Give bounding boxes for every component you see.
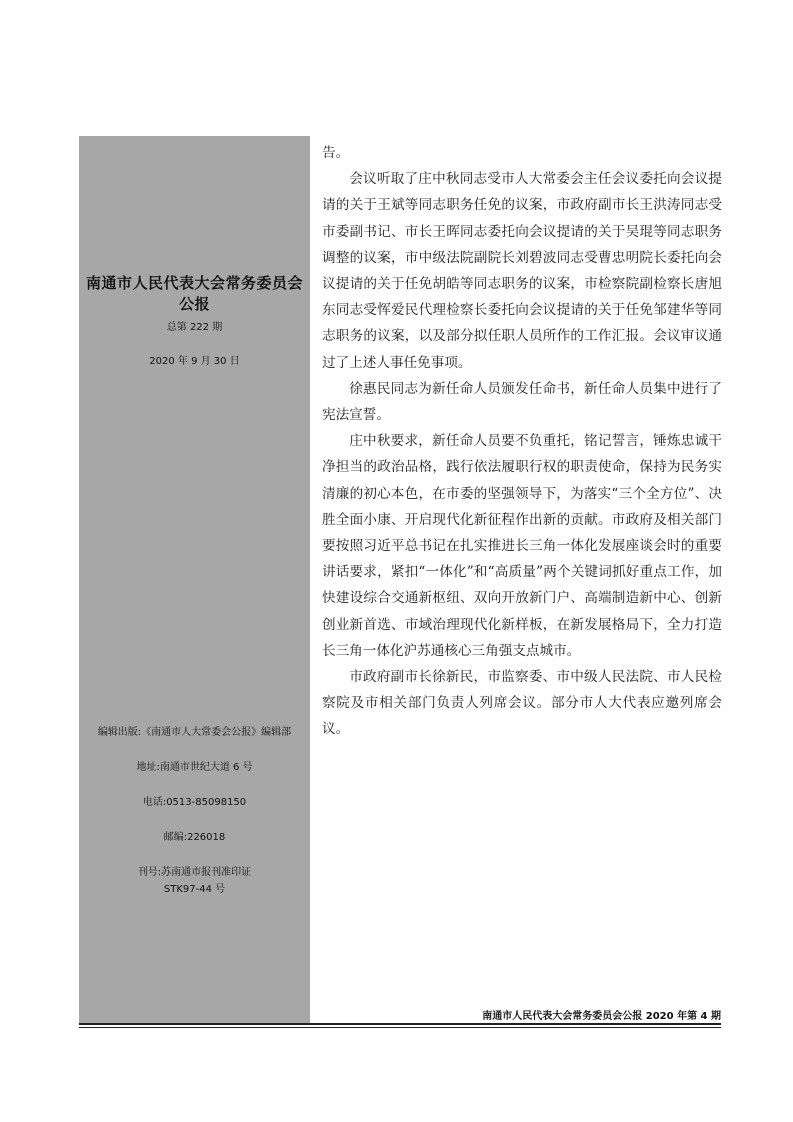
footer-rule-thin: [79, 1027, 721, 1028]
paragraph: 会议听取了庄中秋同志受市人大常委会主任会议委托向会议提请的关于王斌等同志职务任免的议案，市政府副市长王洪涛同志受市委副书记、市长王晖同志委托向会议提请的关于吴琨等同志职务调整的议案，市中级法院副院长刘碧波同志受曹忠明院长委托向会议提请的关于任免胡皓等同志职务的议案，市检察院副检察长唐旭东同志受恽爱民代理检察长委托向会议提请的关于任免邹建华等同志职务的议案，以及部分拟任职人员所作的工作汇报。会议审议通过了上述人事任免事项。: [322, 171, 722, 371]
address-info: 地址:南通市世纪大道 6 号: [136, 762, 253, 773]
paragraph: 市政府副市长徐新民，市监察委、市中级人民法院、市人民检察院及市相关部门负责人列席会议。部分市人大代表应邀列席会议。: [322, 669, 722, 738]
issue-date: 2020 年 9 月 30 日: [149, 356, 240, 367]
bulletin-title: 南通市人民代表大会常务委员会公报: [85, 274, 303, 313]
issue-total: 总第 222 期: [166, 322, 223, 333]
editor-info: 编辑出版:《南通市人大常委会公报》编辑部: [97, 727, 292, 738]
article-body: [322, 140, 722, 743]
paragraph: 徐惠民同志为新任命人员颁发任命书，新任命人员集中进行了宪法宣誓。: [322, 380, 722, 424]
paragraph: 告。: [322, 145, 350, 161]
page-footer: 南通市人民代表大会常务委员会公报 2020 年第 4 期: [482, 1011, 721, 1022]
paragraph: 庄中秋要求，新任命人员要不负重托，铭记誓言，锤炼忠诚干净担当的政治品格，践行依法履职行权的职责使命，保持为民务实清廉的初心本色，在市委的坚强领导下，为落实“三个全方位”、决胜全面小康、开启现代化新征程作出新的贡献。市政府及相关部门要按照习近平总书记在扎实推进长三角一体化发展座谈会时的重要讲话要求，紧扣“一体化”和“高质量”两个关键词抓好重点工作，加快建设综合交通新枢纽、双向开放新门户、高端制造新中心、创新创业新首选、市域治理现代化新样板，在新发展格局下，全力打造长三角一体化沪苏通核心三角强支点城市。: [322, 433, 722, 659]
sidebar-panel: [79, 136, 310, 1024]
permit-line-1: 刊号:苏南通市报刊准印证: [137, 867, 252, 878]
postcode-info: 邮编:226018: [163, 832, 226, 843]
phone-info: 电话:0513-85098150: [142, 797, 247, 808]
permit-line-2: STK97-44 号: [163, 884, 226, 895]
footer-rule-thick: [79, 1023, 721, 1025]
